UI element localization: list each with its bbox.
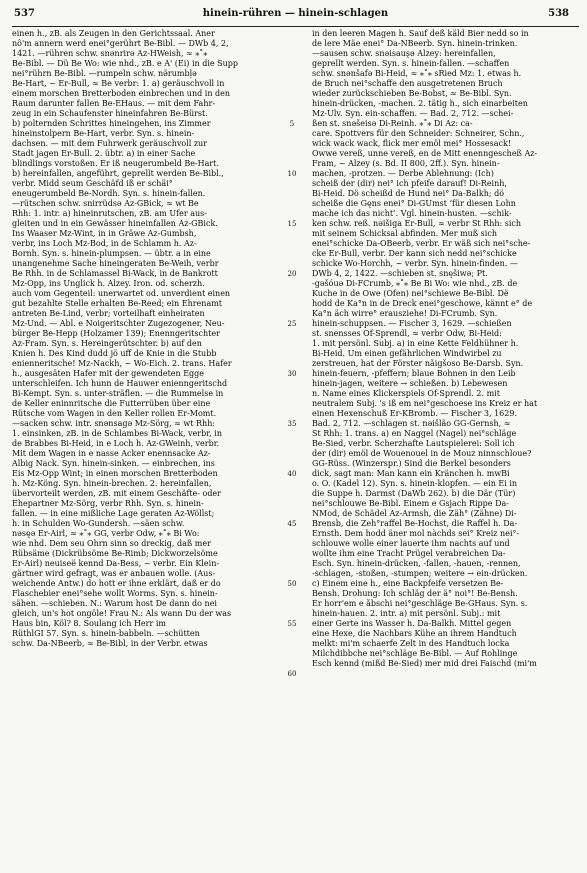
text-line: Bi-Kempt. Syn. s. unter-sträflen. — die Rummelse in (12, 389, 224, 398)
text-line: Az-Fram. Syn. s. Hereingerütschter. b) auf den (12, 339, 202, 348)
text-line: de Bruch nei°schaffe den ausgetretenen Bruch (312, 79, 503, 88)
text-line: 1421. —rühren schw. snənrirə Az-HWeish, ≈ ⁎˚⁎ (12, 49, 208, 58)
text-line: DWb 4, 2, 1422. —schieben st. snęšiwə; Pt. (312, 269, 488, 278)
text-line: o. O. (Kadel 12). Syn. s. hinein-klopfen. — ein Ei in (312, 479, 518, 488)
text-line: Ins Waaser Mz-Wint, in in Gräwe Az-Gumbsh, (12, 229, 197, 238)
text-line: b) polternden Schrittes hineingehen, ins Zimmer (12, 119, 211, 128)
text-line: schw. snənšafə Bi-Heid, ≈ ⁎˚⁎ sRied Mz: 1. etwas h. (312, 69, 522, 78)
text-line: Bornh. Syn. s. hinein-plumpsen. — übtr. a in eine (12, 249, 211, 258)
text-line: Knien h. Des Kind dudd jö uff de Knie in die Stubb (12, 349, 217, 358)
text-line: 1. mit persönl. Subj. a) in eine Kette Feldhühner h. (312, 339, 519, 348)
text-line: unterschleifen. Ich hunn de Hauwer enienngeritschd (12, 379, 228, 388)
text-line: Mz-Und. — Abl. e Noigeritschter Zugezogener, Neu- (12, 319, 225, 328)
text-line: de lere Mäe enei° Da-NBeerb. Syn. hinein-trinken. (312, 39, 518, 48)
text-line: gut bezahlte Stelle erhalten Be-Reed; ein Ehrenamt (12, 299, 223, 308)
text-line: St Rhh: 1. trans. a) en Naggel (Nagel) nei°schläge (312, 429, 517, 438)
text-line: c) Einem eine h., eine Backpfeife versetzen Be- (312, 579, 504, 588)
text-line: Be-Bibl. — Dü Be Wo: wie nhd., zB. e Â' (Ei) in die Supp (12, 59, 239, 68)
text-line: einen h., zB. als Zeugen in den Gerichtssaal. Äner (12, 29, 215, 38)
text-line: eine Hexe, die Nachbars Kühe an ihrem Handtuch (312, 629, 517, 638)
text-line: ßen st. snəšeisə Di-Reinh. ⁎˚⁎ Di Az: ca- (312, 119, 473, 128)
text-line: Stadt jagen Er-Bull. 2. übtr. a) in einer Sache (12, 149, 196, 158)
text-line: st. snensses Of-Sprendl, ≈ verbr Odw, Bi-Heid: (312, 329, 502, 338)
text-line: Be Rhh. in de Schlamassel Bi-Wack, in de Bankrott (12, 269, 218, 278)
text-line: Bi-Heid. Dö scheißd de Hund nei° Da-Balkh; dö (312, 189, 505, 198)
text-line: Mz-Opp, ins Unglick h. Alzey. Iron. od. scherzh. (12, 279, 205, 288)
line-number: 25 (287, 320, 297, 328)
text-line: bürger Be-Hepp (Holzamer 139); Enenngeritschter (12, 329, 220, 338)
text-line: Flaschebier enei°sehe wollt Worms. Syn. s. hinein- (12, 589, 218, 598)
text-line: hinein-hauen. 2. intr. a) mit persönl. Subj.: mit (312, 609, 501, 618)
text-line: hinein-jagen, weitere → schießen. b) Lebewesen (312, 379, 508, 388)
text-line: eneugerumbeld Be-Nordh. Syn. s. hinein-fallen. (12, 189, 206, 198)
text-line: Kuche in de Öwe (Ofen) nei°schiewe Be-Bibl. Dë (312, 289, 509, 298)
text-line: verbr. Midd seum Geschäfd iß er schäi° (12, 179, 173, 188)
text-line: Rütsche vom Wagen in den Keller rollen Er-Momt. (12, 409, 217, 418)
text-line: schw. Da-NBeerb, ≈ Be-Bibl, in der Verbr. etwas (12, 639, 208, 648)
text-line: blindlings vorstoßen. Er iß neugerumbeld Be-Hart. (12, 159, 219, 168)
text-line: nei°rührn Be-Bibl. —rumpeln schw. nə̃rumbḷə (12, 69, 197, 78)
line-number: 50 (287, 580, 297, 588)
text-line: Esch. Syn. hinein-drücken, -fallen, -hauen, -rennen, (312, 559, 521, 568)
text-line: hinein-schuppsen. — Fischer 3, 1629. —schießen (312, 319, 512, 328)
text-line: mit seinem Schicksal abfinden. Mer muß sich (312, 229, 497, 238)
text-line: nô'm annern werd enei°gerührt Be-Bibl. — DWb 4, 2, (12, 39, 229, 48)
text-line: 1. einsinken, zB. in de Schlambes Bi-Wack, verbr, in (12, 429, 222, 438)
text-line: Ernsth. Dem hodd äner mol nàchds sei° Kreiz nei°- (312, 529, 520, 538)
text-line: wick wack wack, flick mer emöl mei° Hossesack! (312, 139, 512, 148)
text-line: schicke Wo-Horchh, ~ verbr. Syn. hinein-finden. — (312, 259, 518, 268)
text-line: scheiße die Gęns enei° Di-GUmst ‘für diesen Lohn (312, 199, 516, 208)
text-line: Raum darunter fallen Be-EHaus. — mit dem Fahr- (12, 99, 216, 108)
left-column (12, 29, 270, 649)
text-line: wieder zurückschieben Be-Bobst, ≈ Be-Bibl. Syn. (312, 89, 512, 98)
text-line: -schlagen, -stoßen, -stumpen; weitere → ein-drücken. (312, 569, 528, 578)
text-line: Milchdibbche nei°schläge Be-Bibl. — Auf Rohlinge (312, 649, 518, 658)
text-line: gärtner wird gefragt, was er anbauen wolle. (Aus- (12, 569, 216, 578)
text-line: -gəšóuə Di-FCrumb, ⁎˚⁎ Be Bi Wo: wie nhd., zB. de (312, 279, 518, 288)
text-line: Eis Mz-Opp Wint; in einen morschen Bretterboden (12, 469, 218, 478)
text-line: weichende Antw.) do hott er ihne erklärt, daß er do (12, 579, 221, 588)
text-line: Bensh. Drohung: Ich schläg der ä° noi°! Be-Bensh. (312, 589, 518, 598)
text-line: enei°schicke Da-OBeerb, verbr. Er wäß sich nei°sche- (312, 239, 531, 248)
text-line: Ehepartner Mz-Sörg, verbr Rhh. Syn. s. hinein- (12, 499, 204, 508)
text-line: Rübsäme (Dickrübsöme Be-Rimb; Dickworzelsöme (12, 549, 218, 558)
text-line: Esch kennd (mißd Be-Sied) mer mid drei Faischd (mi'm (312, 659, 537, 668)
text-line: nəsęə Er-Airl, ≈ ⁎˚⁎ GG, verbr Odw, ⁎˚⁎ Bi Wo: (12, 529, 200, 538)
line-number: 60 (287, 670, 297, 678)
text-line: NMod, de Schädel Az-Armsh, die Zäh° (Zähne) Di- (312, 509, 517, 518)
line-number: 30 (287, 370, 297, 378)
text-line: Be-Hart, ~ Er-Bull, ≈ Be verbr: 1. a) geräuschvoll in (12, 79, 225, 88)
text-line: neutralem Subj. 's iß em nei°geschoese ins Kreiz er hat (312, 399, 538, 408)
text-line: Mit dem Wagen in e nasse Acker enennsacke Az- (12, 449, 211, 458)
text-line: geprellt werden. Syn. s. hinein-fallen. —schaffen (312, 59, 510, 68)
page-number-right: 538 (548, 8, 569, 19)
text-line: n. Name eines Klickerspiels Of-Sprendl. 2. mit (312, 389, 500, 398)
text-line: wollte ihm eine Tracht Prügel verabreichen Da- (312, 549, 506, 558)
text-line: RüthlGI 57. Syn. s. hinein-babbeln. —schütten (12, 629, 200, 638)
text-line: antreten Be-Lind, verbr; vorteilhaft einheiraten (12, 309, 205, 318)
text-line: hinein-feuern, -pfeffern; blaue Bohnen in den Leib (312, 369, 516, 378)
line-number: 20 (287, 270, 297, 278)
text-line: die Suppe h. Darmst (DaWb 262). b) die Där (Tür) (312, 489, 516, 498)
text-line: melkt: mi'm schaerfe Zelt in des Handtuch locka (312, 639, 510, 648)
text-line: der (dir) emöl de Wouenouel in de Mouz ninnschloue? (312, 449, 532, 458)
text-line: hinein-drücken, -machen. 2. tätig h., sich einarbeiten (312, 99, 528, 108)
line-number: 10 (287, 170, 297, 178)
text-line: schlouwe wolle einer lauerte ihm nachts auf und (312, 539, 510, 548)
text-line: wie nhd. Dem seu Öhrn sinn so dreckig, daß mer (12, 539, 211, 548)
text-line: übervorteilt werden, zB. mit einem Geschäfte- oder (12, 489, 221, 498)
running-header (12, 6, 579, 22)
text-line: dick, sagt man: Man kann ein Kränchen h. mwBi (312, 469, 510, 478)
text-line: einer Gerte ins Wasser h. Da-Balkh. Mittel gegen (312, 619, 512, 628)
header-rule (12, 26, 579, 27)
text-line: mache ich das nicht’. Vgl. hinein-husten. —schik- (312, 209, 512, 218)
text-line: de Brabbes Bi-Heid, in e Loch h. Az-GWeinh, verbr. (12, 439, 220, 448)
text-line: scheiß der (dir) nei° ich pfeife darauf! Di-Reinh, (312, 179, 507, 188)
text-line: einem morschen Bretterboden einbrechen und in den (12, 89, 231, 98)
text-line: hineinstolpern Be-Hart, verbr. Syn. s. hinein- (12, 129, 195, 138)
text-line: Albig Nack. Syn. hinein-sinken. — einbrechen, ins (12, 459, 215, 468)
text-line: machen, -protzen. — Derbe Ablehnung: (Ich) (312, 169, 494, 178)
text-line: einen Hexenschuß Er-KBromb. — Fischer 3, 1629. (312, 409, 517, 418)
header-title: hinein-rühren — hinein-schlagen (202, 8, 389, 19)
line-number: 35 (287, 420, 297, 428)
text-line: Mz-Ulv. Syn. ein-schaffen. — Bad. 2, 712. —schei- (312, 109, 514, 118)
text-line: b) hereinfallen, angeführt, geprellt werden Be-Bibl., (12, 169, 224, 178)
line-number: 15 (287, 220, 297, 228)
text-line: Rhh: 1. intr. a) hineinrutschen, zB. am Ufer aus- (12, 209, 207, 218)
text-line: —rütschen schw. snirrüdsə Az-GBick, ≈ wt Be (12, 199, 199, 208)
text-line: Er horr'em e åbschi nei°geschläge Be-GHaus. Syn. s. (312, 599, 528, 608)
text-line: care. Spottvers für den Schneider: Schneirer, Schn., (312, 129, 525, 138)
text-line: Bad. 2, 712. —schlagen st. nəišlão GG-Gernsh, ≈ (312, 419, 511, 428)
text-line: h., ausgesäten Hafer mit der gewendeten Egge (12, 369, 205, 378)
text-line: Ka°n äch wirre° erausziehe! Di-FCrumb. Syn. (312, 309, 498, 318)
text-line: gleiten und in ein Gewässer hineinfallen Az-GBick. (12, 219, 218, 228)
text-line: h. in Schulden Wo-Gundersh. —säen schw. (12, 519, 185, 528)
text-line: zerstreuen, hat der Förster nǎigšoso Be-Darsb. Syn. (312, 359, 524, 368)
text-line: nei°schlouwe Be-Bibl. Einem e Gsjach Rippe Da- (312, 499, 509, 508)
line-number: 40 (287, 470, 297, 478)
line-number: 5 (289, 120, 295, 128)
text-line: Bi-Heid. Um einen gefährlichen Windwirbel zu (312, 349, 502, 358)
text-line: Owwe vereß, unne vereß, en de Mitt enenngescheß Az- (312, 149, 538, 158)
text-line: Er-Airl) neuiseë kennd Da-Bess, ~ verbr. Ein Klein- (12, 559, 220, 568)
line-number: 55 (287, 620, 297, 628)
text-line: gleich, un's hot ongöle! Frau N.: Als wann Du der was (12, 609, 232, 618)
text-line: Fram, ~ Alzey (s. Bd. II 800, 2ff.). Syn. hinein- (312, 159, 500, 168)
text-line: Brensb, die Zeh°raffel Be-Hochst, die Raffel h. Da- (312, 519, 518, 528)
text-line: de Keller eninnritsche die Futterrüben über eine (12, 399, 211, 408)
text-line: fallen. — in eine mißliche Lage geraten Az-Wöllst; (12, 509, 215, 518)
text-line: sähen. —schieben. N.: Warum host De dann do nei (12, 599, 217, 608)
text-line: enienneritsche! Mz-Nackh, ~ Wo-Eich. 2. trans. Hafer (12, 359, 232, 368)
text-line: zeug in ein Schaufenster hineinfahren Be-Bürst. (12, 109, 208, 118)
text-line: dachsen. — mit dem Fuhrwerk geräuschvoll zur (12, 139, 208, 148)
right-column (312, 29, 584, 669)
text-line: Be-Sied, verbr. Scherzhafte Lautspielerei: Soll ich (312, 439, 515, 448)
text-line: —sacken schw. intr. snənsagə Mz-Sörg, ≈ wt Rhh: (12, 419, 216, 428)
text-line: GG-Rüss. (Winzerspr.) Sind die Berkel besonders (312, 459, 511, 468)
text-line: Haus bin, Köl? 8. Soulang ich Herr im (12, 619, 166, 628)
text-line: —sausen schw. snəisaus̨ə Alzey: hereinfallen, (312, 49, 496, 58)
line-number: 45 (287, 520, 297, 528)
page-number-left: 537 (14, 8, 35, 19)
text-line: h. Mz-Köng. Syn. hinein-brechen. 2. hereinfallen, (12, 479, 212, 488)
text-line: hodd de Ka°n in de Dreck enei°geschowe, kännt e° de (312, 299, 533, 308)
text-line: ken schw. reß. nəišiga Er-Bull, ≈ verbr St Rhh: sich (312, 219, 522, 228)
text-line: unangenehme Sache hineingeraten Be-Weih, verbr (12, 259, 219, 268)
text-line: cke Er-Bull, verbr. Der kann sich nedd nei°schicke (312, 249, 517, 258)
text-line: in den leeren Magen h. Sauf deß käld Bier nedd so in (312, 29, 529, 38)
text-line: verbr, ins Loch Mz-Bod, in de Schlamm h. Az- (12, 239, 197, 248)
text-line: auch vom Gegenteil: unerwartet od. unverdient einen (12, 289, 231, 298)
